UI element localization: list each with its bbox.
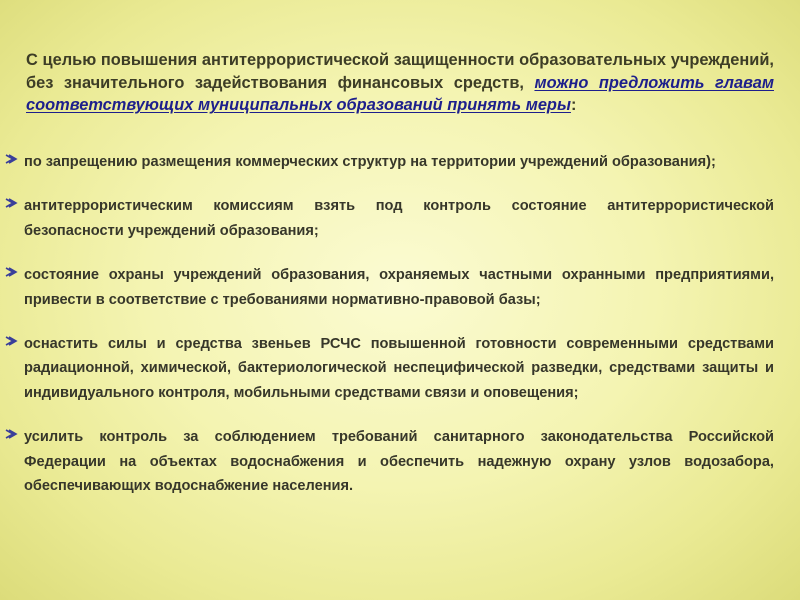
intro-paragraph <box>26 49 774 117</box>
list-item <box>0 150 800 174</box>
arrow-bullet-icon <box>5 152 19 166</box>
arrow-bullet-icon <box>5 427 19 441</box>
list-item-text: оснастить силы и средства звеньев РСЧС повышенной готовности современными средствами радиационной, химической, бактериологической неспецифической разведки, средствами защиты и индивидуального контроля, мобильными средствами связи и оповещения; <box>24 336 774 401</box>
arrow-bullet-icon <box>5 265 19 279</box>
list-item <box>0 194 800 243</box>
list-item <box>0 332 800 405</box>
list-item <box>0 263 800 312</box>
list-item-text: по запрещению размещения коммерческих структур на территории учреждений образования); <box>24 154 716 170</box>
list-item <box>0 425 800 498</box>
list-item-text: усилить контроль за соблюдением требований санитарного законодательства Российской Федерации на объектах водоснабжения и обеспечить надежную охрану узлов водозабора, обеспечивающих водоснабжение населения. <box>24 429 774 495</box>
intro-emphasis: можно предложить главам соответствующих муниципальных образований принять меры <box>26 73 774 115</box>
list-item-text: антитеррористическим комиссиям взять под контроль состояние антитеррористической безопасности учреждений образования; <box>24 198 774 239</box>
arrow-bullet-icon <box>5 334 19 348</box>
measures-list <box>0 150 800 518</box>
intro-trail: : <box>570 96 577 115</box>
arrow-bullet-icon <box>5 196 19 210</box>
intro-lead: С целью повышения антитеррористической защищенности образовательных учреждений, без значительного задействования финансовых средств, <box>26 51 774 92</box>
list-item-text: состояние охраны учреждений образования, охраняемых частными охранными предприятиями, привести в соответствие с требованиями нормативно-правовой базы; <box>24 267 774 308</box>
